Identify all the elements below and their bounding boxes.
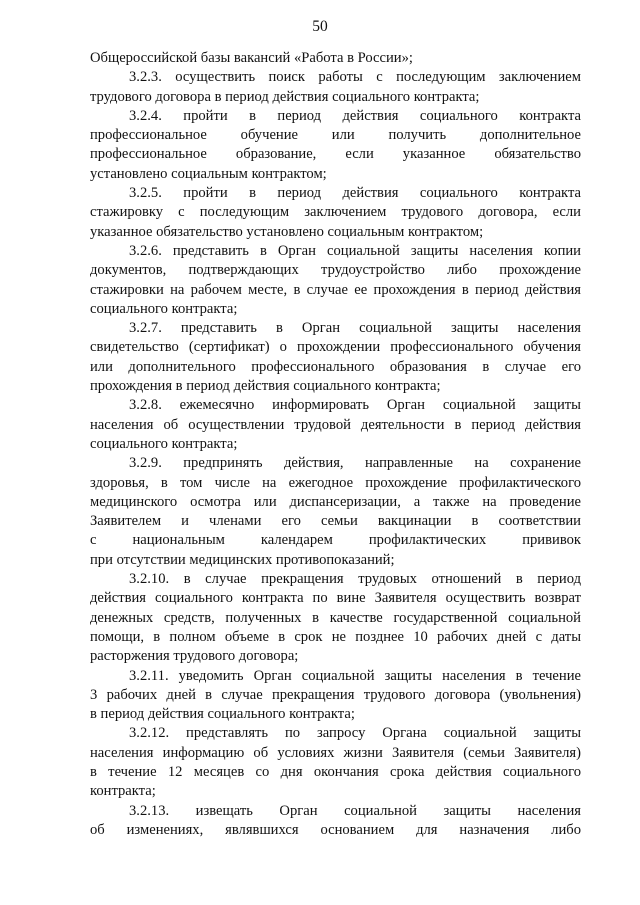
paragraph: [90, 454, 581, 570]
text-line: 3.2.11. уведомить Орган социальной защиты населения в течение: [129, 667, 581, 684]
text-line: 3.2.8. ежемесячно информировать Орган социальной защиты: [129, 397, 581, 414]
paragraph: [90, 724, 581, 801]
text-line: прохождения в период действия социального контракта;: [90, 378, 441, 395]
paragraph: [90, 319, 581, 396]
text-line: 3 рабочих дней в случае прекращения трудового договора (увольнения): [90, 686, 581, 703]
text-line: документов, подтверждающих трудоустройство либо прохождение: [90, 262, 581, 279]
text-line: с национальным календарем профилактических прививок: [90, 532, 581, 549]
text-line: стажировку с последующим заключением трудового договора, если: [90, 204, 581, 221]
text-line: указанное обязательство установлено социальным контрактом;: [90, 223, 484, 240]
document-body: [90, 49, 581, 840]
paragraph: [90, 396, 581, 454]
text-line: профессиональное обучение или получить дополнительное: [90, 127, 581, 144]
text-line: об изменениях, являвшихся основанием для назначения либо: [90, 821, 581, 838]
text-line: медицинского осмотра или диспансеризации, а также на проведение: [90, 493, 581, 510]
text-line: 3.2.13. извещать Орган социальной защиты населения: [129, 802, 581, 819]
text-line: в период действия социального контракта;: [90, 706, 355, 723]
paragraph: [90, 107, 581, 184]
text-line: 3.2.10. в случае прекращения трудовых отношений в период: [129, 571, 581, 588]
page-number: 50: [312, 18, 328, 35]
text-line: профессиональное образование, если указанное обязательство: [90, 146, 581, 163]
paragraph: [90, 570, 581, 666]
paragraph: [90, 68, 581, 107]
text-line: Заявителем и членами его семьи вакцинации в соответствии: [90, 513, 581, 530]
text-line: 3.2.3. осуществить поиск работы с последующим заключением: [129, 69, 581, 86]
text-line: в течение 12 месяцев со дня окончания срока действия социального: [90, 763, 581, 780]
text-line: трудового договора в период действия социального контракта;: [90, 88, 480, 105]
text-line: населения об осуществлении трудовой деятельности в период действия: [90, 416, 581, 433]
text-line: 3.2.9. предпринять действия, направленные на сохранение: [129, 455, 581, 472]
text-line: или дополнительного профессионального образования в случае его: [90, 358, 581, 375]
text-line: 3.2.6. представить в Орган социальной защиты населения копии: [129, 242, 581, 259]
paragraph: [90, 667, 581, 725]
text-line: социального контракта;: [90, 300, 238, 317]
text-line: при отсутствии медицинских противопоказаний;: [90, 551, 395, 568]
text-line: помощи, в полном объеме в срок не позднее 10 рабочих дней с даты: [90, 628, 581, 645]
paragraph: [90, 802, 581, 841]
paragraph: [90, 49, 581, 68]
text-line: расторжения трудового договора;: [90, 648, 299, 665]
text-line: здоровья, в том числе на ежегодное прохождение профилактического: [90, 474, 581, 491]
paragraph: [90, 184, 581, 242]
text-line: 3.2.5. пройти в период действия социального контракта: [129, 185, 581, 202]
text-line: социального контракта;: [90, 435, 238, 452]
text-line: контракта;: [90, 783, 156, 800]
text-line: 3.2.4. пройти в период действия социального контракта: [129, 107, 581, 124]
text-line: свидетельство (сертификат) о прохождении профессионального обучения: [90, 339, 581, 356]
paragraph: [90, 242, 581, 319]
text-line: установлено социальным контрактом;: [90, 165, 327, 182]
text-line: населения информацию об условиях жизни Заявителя (семьи Заявителя): [90, 744, 581, 761]
text-line: 3.2.12. представлять по запросу Органа социальной защиты: [129, 725, 581, 742]
text-line: стажировки на рабочем месте, в случае ее прохождения в период действия: [90, 281, 581, 298]
text-line: действия социального контракта по вине Заявителя осуществить возврат: [90, 590, 581, 607]
text-line: 3.2.7. представить в Орган социальной защиты населения: [129, 320, 581, 337]
text-line: денежных средств, полученных в качестве государственной социальной: [90, 609, 581, 626]
text-line: Общероссийской базы вакансий «Работа в России»;: [90, 50, 413, 66]
